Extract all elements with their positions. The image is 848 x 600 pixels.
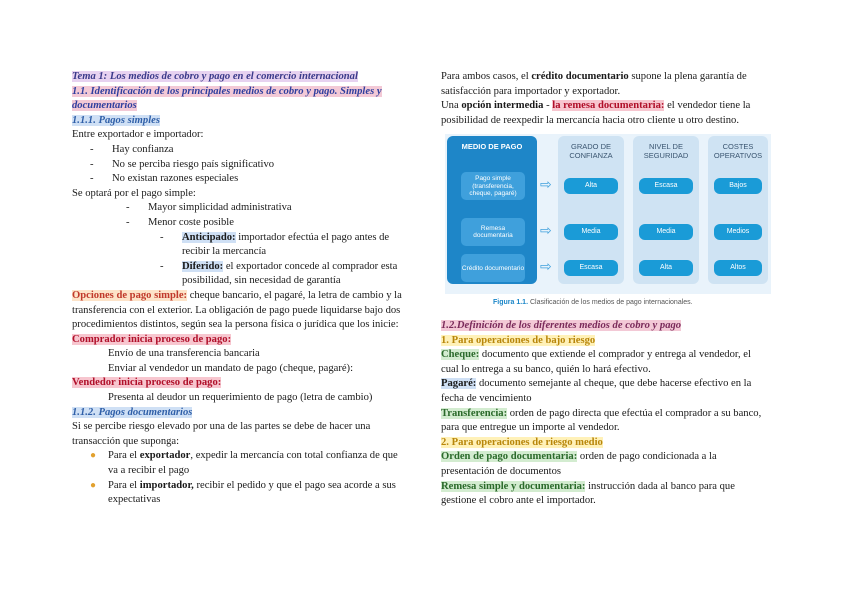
arrow-icon: ⇨ bbox=[540, 259, 552, 276]
figure-header: NIVEL DE SEGURIDAD bbox=[643, 142, 689, 161]
figure-column-confianza bbox=[558, 136, 624, 284]
figure-cell: Medios bbox=[714, 224, 762, 240]
bullet-icon: ● bbox=[90, 479, 97, 491]
list-item: - No existan razones especiales bbox=[90, 173, 239, 185]
list-item: - Mayor simplicidad administrativa bbox=[126, 202, 292, 214]
figure-cell: Bajos bbox=[714, 178, 762, 194]
list-item: Presenta al deudor un requerimiento de pago (letra de cambio) bbox=[108, 392, 373, 404]
orden-definition: Orden de pago documentaria: orden de pago condicionada a la presentación de documentos bbox=[441, 451, 717, 477]
section-1-1-heading: 1.1. Identificación de los principales medios de cobro y pago. Simples y documentarios bbox=[72, 85, 382, 112]
pagare-definition: Pagaré: documento semejante al cheque, que debe hacerse efectivo en la fecha de vencimiento bbox=[441, 378, 752, 404]
paragraph-credit: Para ambos casos, el crédito documentario supone la plena garantía de satisfacción para importador y exportador. bbox=[441, 71, 747, 97]
section-1-2-heading: 1.2.Definición de los diferentes medios de cobro y pago bbox=[441, 319, 682, 331]
figure-header: COSTES OPERATIVOS bbox=[713, 142, 763, 161]
figure-cell: Alta bbox=[639, 260, 693, 276]
list-item: - No se perciba riesgo país significativo bbox=[90, 158, 275, 170]
medium-risk-heading: 2. Para operaciones de riesgo medio bbox=[441, 436, 603, 448]
topic-title: Tema 1: Los medios de cobro y pago en el comercio internacional bbox=[72, 71, 358, 82]
right-column bbox=[441, 70, 771, 509]
figure-cell: Media bbox=[564, 224, 618, 240]
list-item: Enviar al vendedor un mandato de pago (cheque, pagaré): bbox=[108, 362, 354, 374]
risk-paragraph: Si se percibe riesgo elevado por una de las partes se debe de hacer una transacción que suponga: bbox=[72, 421, 371, 447]
figure-column-medio bbox=[447, 136, 537, 284]
figure-row-label: Remesa documentaria bbox=[461, 218, 525, 246]
figure-caption: Figura 1.1. Clasificación de los medios de pago internacionales. bbox=[493, 299, 693, 307]
arrow-icon: ⇨ bbox=[540, 177, 552, 194]
buyer-initiates-heading: Comprador inicia proceso de pago: bbox=[72, 333, 232, 345]
figure-cell: Escasa bbox=[564, 260, 618, 276]
figure-cell: Escasa bbox=[639, 178, 693, 194]
simple-payment-intro: Se optará por el pago simple: bbox=[72, 187, 196, 199]
seller-initiates-heading: Vendedor inicia proceso de pago: bbox=[72, 377, 222, 389]
paragraph-intermediate: Una opción intermedia - la remesa documentaria: el vendedor tiene la posibilidad de reexpedir la mercancía hacia otro cliente u otro destino. bbox=[441, 100, 751, 126]
bullet-exporter: ● Para el exportador, expedir la mercancía con total confianza de que va a recibir el pago bbox=[72, 449, 402, 478]
transferencia-definition: Transferencia: orden de pago directa que efectúa el comprador a su banco, para que entregue un importe al vendedor. bbox=[441, 407, 762, 434]
bullet-importer: ● Para el importador, recibir el pedido y que el pago sea acorde a sus expectativas bbox=[72, 479, 402, 508]
figure-column-costes bbox=[708, 136, 768, 284]
list-item: Envío de una transferencia bancaria bbox=[108, 348, 260, 360]
options-paragraph: Opciones de pago simple: cheque bancario, el pagaré, la letra de cambio y la transferencia con el exterior. La obligación de pago puede liquidarse bajo dos procedimientos distintos, según sea la persona física o jurídica que los inicie: bbox=[72, 289, 402, 331]
list-item: - Hay confianza bbox=[90, 143, 174, 155]
list-item: - Menor coste posible bbox=[126, 216, 234, 228]
list-item-anticipado: - Anticipado: importador efectúa el pago antes de recibir la mercancía bbox=[160, 231, 390, 258]
figure-cell: Media bbox=[639, 224, 693, 240]
section-1-1-1-heading: 1.1.1. Pagos simples bbox=[72, 114, 160, 126]
figure-column-seguridad bbox=[633, 136, 699, 284]
figure-header: MEDIO DE PAGO bbox=[461, 142, 523, 152]
payment-methods-figure bbox=[445, 134, 771, 294]
bullet-icon: ● bbox=[90, 450, 97, 462]
figure-cell: Altos bbox=[714, 260, 762, 276]
figure-header: GRADO DE CONFIANZA bbox=[569, 142, 613, 161]
low-risk-heading: 1. Para operaciones de bajo riesgo bbox=[441, 334, 596, 346]
left-column bbox=[72, 70, 402, 508]
remesa-definition: Remesa simple y documentaria: instrucción dada al banco para que gestione el cobro ante el importador. bbox=[441, 480, 735, 507]
figure-cell: Alta bbox=[564, 178, 618, 194]
section-1-1-2-heading: 1.1.2. Pagos documentarios bbox=[72, 406, 193, 418]
figure-row-label: Pago simple (transferencia, cheque, pagaré) bbox=[461, 172, 525, 200]
cheque-definition: Cheque: documento que extiende el comprador y entrega al vendedor, el cual lo entrega a su banco, quién lo hará efectivo. bbox=[441, 349, 751, 375]
arrow-icon: ⇨ bbox=[540, 223, 552, 240]
list-item-diferido: - Diferido: el exportador concede al comprador esta posibilidad, sin necesidad de garantía bbox=[160, 260, 398, 287]
figure-row-label: Crédito documentario bbox=[461, 254, 525, 282]
intro-text: Entre exportador e importador: bbox=[72, 129, 204, 141]
